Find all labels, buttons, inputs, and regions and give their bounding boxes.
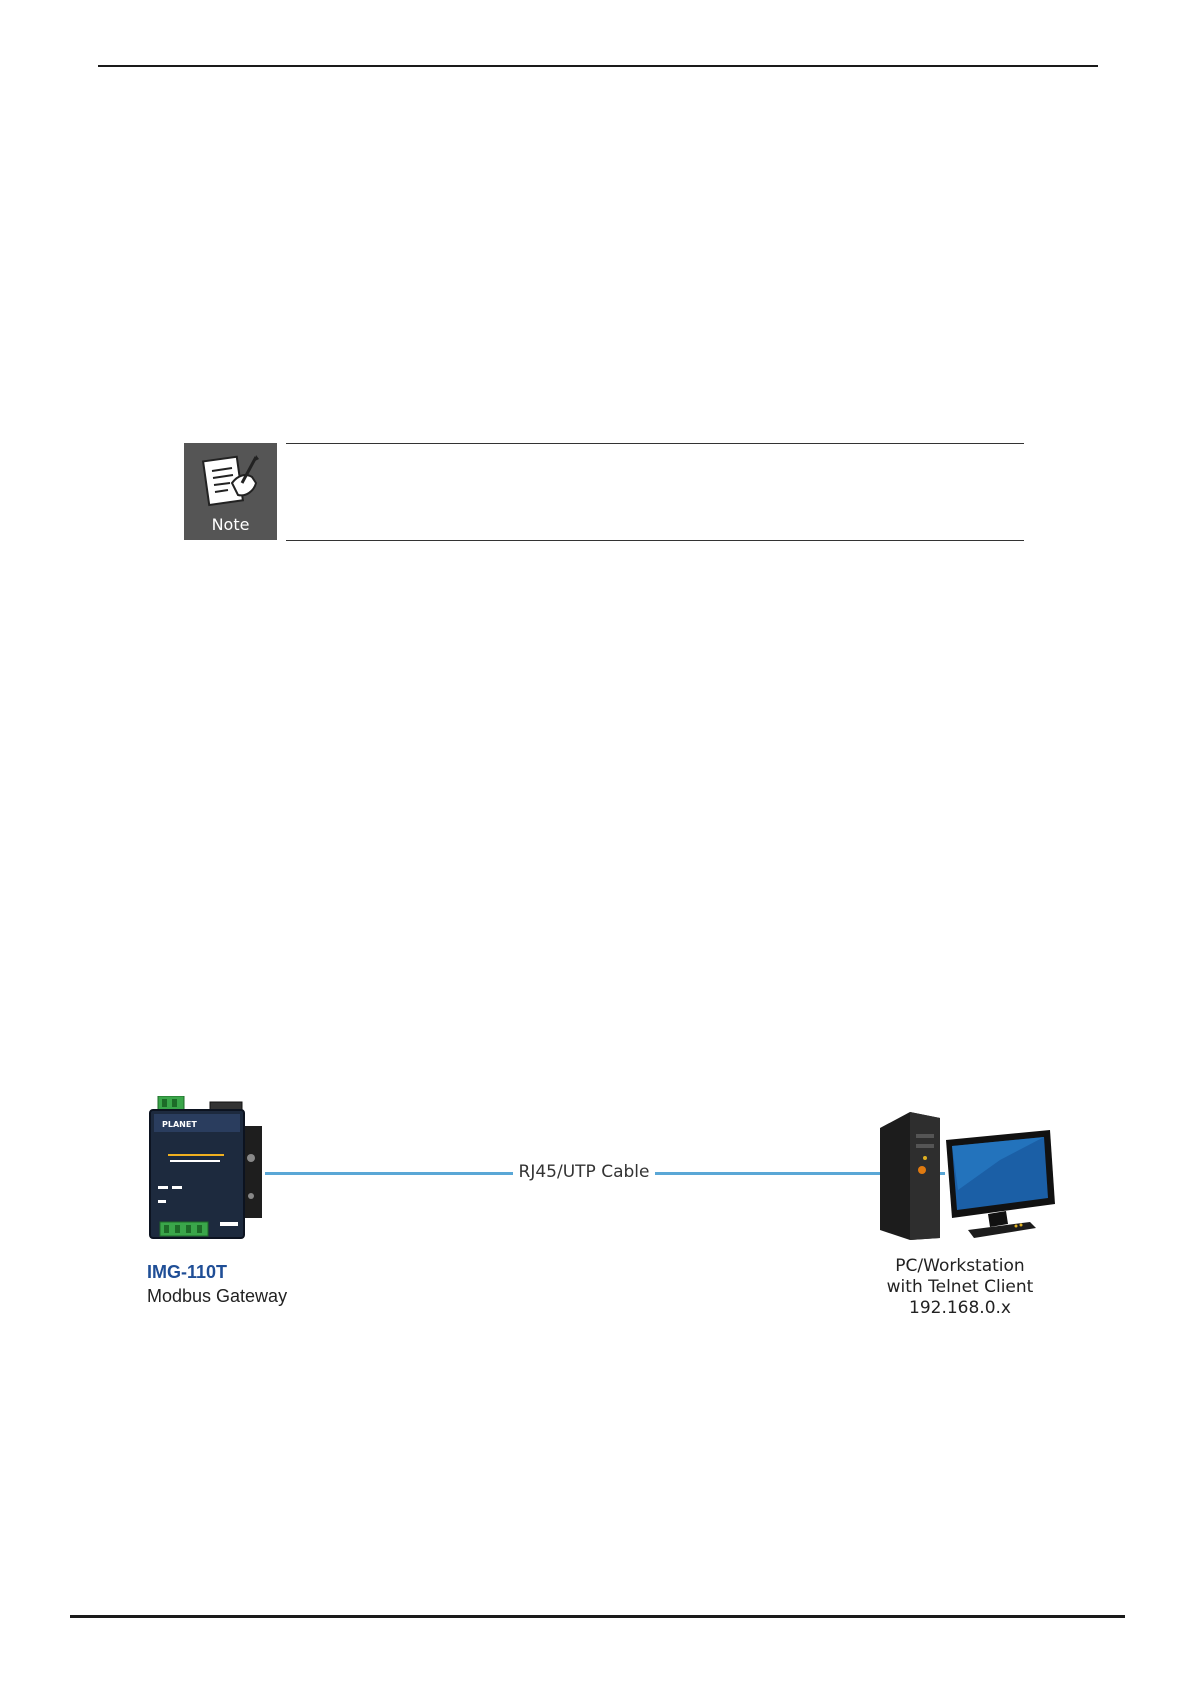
pc-caption — [860, 1256, 1060, 1319]
note-label: Note — [211, 515, 250, 534]
note-box — [184, 443, 1024, 541]
footer-rule — [70, 1615, 1125, 1618]
cable-label: RJ45/UTP Cable — [518, 1162, 650, 1182]
note-rule-bottom — [286, 540, 1024, 541]
pc-caption-line1: PC/Workstation — [895, 1256, 1025, 1276]
pc-caption-line2: with Telnet Client — [886, 1277, 1034, 1297]
svg-text:PLANET: PLANET — [162, 1120, 197, 1129]
device-description: Modbus Gateway — [147, 1286, 288, 1306]
device-name: IMG-110T — [147, 1262, 228, 1282]
note-icon-badge — [184, 443, 277, 540]
cable-line-left — [265, 1172, 513, 1175]
connection-diagram — [140, 1090, 1060, 1330]
modbus-gateway-icon — [148, 1096, 268, 1246]
pc-workstation-icon — [880, 1100, 1060, 1240]
header-rule — [98, 65, 1098, 67]
note-writing-icon — [202, 453, 260, 513]
pc-caption-line3: 192.168.0.x — [909, 1298, 1011, 1318]
note-rule-top — [286, 443, 1024, 444]
